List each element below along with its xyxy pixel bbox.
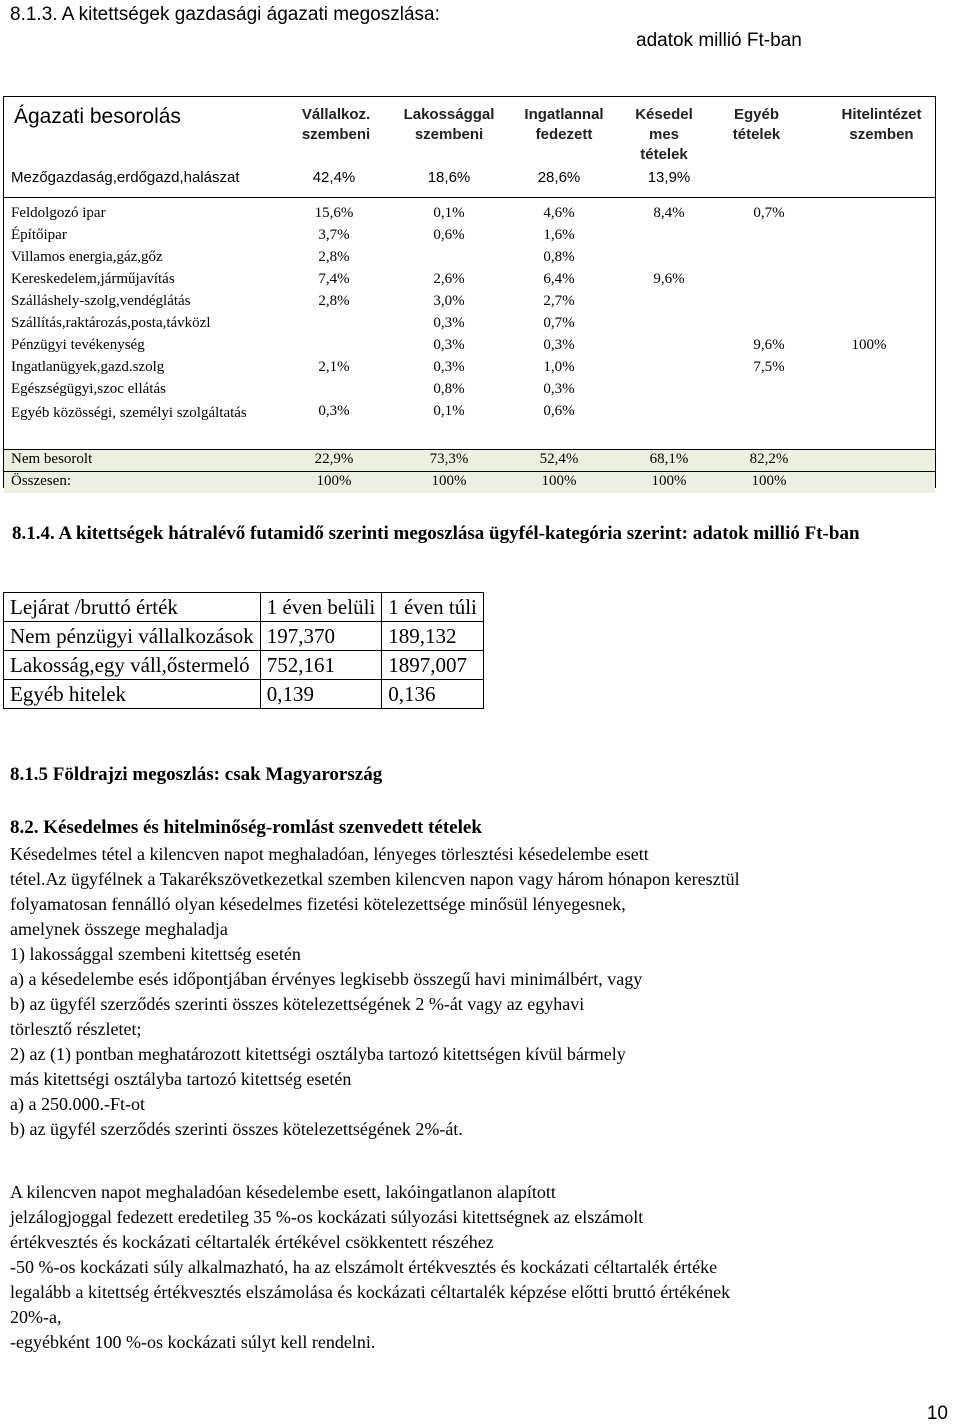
table-row (4, 471, 935, 493)
table-cell: 0,1% (433, 205, 465, 221)
table-cell: 1,0% (543, 359, 575, 375)
paragraph-line: értékvesztés és kockázati céltartalék értékével csökkentett részéhez (10, 1232, 494, 1252)
table-cell: 1,6% (543, 227, 575, 243)
divider (4, 471, 935, 472)
paragraph-line: 1) lakossággal szembeni kitettség esetén (10, 944, 301, 964)
table-cell: 1 éven belüli (260, 593, 381, 622)
paragraph-line: legalább a kitettség értékvesztés elszámolása és kockázati céltartalék képzése előtti bruttó értékének (10, 1282, 731, 1302)
row-label: Feldolgozó ipar (11, 205, 106, 221)
table-cell: 197,370 (260, 622, 381, 651)
table-row (4, 203, 935, 225)
table-row (4, 225, 935, 247)
row-label: Összesen: (11, 473, 71, 489)
table-row (4, 651, 484, 680)
table-cell: 73,3% (429, 451, 469, 467)
section-heading-8-1-3: 8.1.3. A kitettségek gazdasági ágazati megoszlása: (10, 4, 440, 25)
row-label: Építőipar (11, 227, 67, 243)
paragraph-line: 2) az (1) pontban meghatározott kitettségi osztályba tartozó kitettségen kívül bármely (10, 1044, 626, 1064)
paragraph-risk-weight (10, 1180, 730, 1355)
col-header: Hitelintézet szemben (841, 106, 922, 143)
table-row (4, 247, 935, 269)
table-cell: 52,4% (539, 451, 579, 467)
table-row (4, 593, 484, 622)
table-row (4, 449, 935, 471)
table-cell: 100% (851, 337, 887, 353)
table-cell: 9,6% (653, 271, 685, 287)
table-title: Ágazati besorolás (14, 105, 181, 128)
table-cell: 2,6% (433, 271, 465, 287)
table-cell: 22,9% (314, 451, 354, 467)
table-row: Mezőgazdaság,erdőgazd,halászat 42,4% 18,6% 28,6% 13,9% (11, 169, 691, 186)
table-cell: 3,7% (318, 227, 350, 243)
table-cell: 0,139 (260, 680, 381, 709)
row-label: Szálláshely-szolg,vendéglátás (11, 293, 191, 309)
table-cell: 0,136 (382, 680, 484, 709)
table-cell: 9,6% (753, 337, 785, 353)
table-cell: 100% (651, 473, 687, 489)
table-cell: 0,3% (543, 381, 575, 397)
table-row (4, 313, 935, 335)
table-cell: 8,4% (653, 205, 685, 221)
row-label: Szállítás,raktározás,posta,távközl (11, 315, 211, 331)
paragraph-line: folyamatosan fennálló olyan késedelmes fizetési kötelezettsége minősül lényegesnek, (10, 894, 626, 914)
row-label: Egészségügyi,szoc ellátás (11, 381, 166, 397)
table-cell: 82,2% (749, 451, 789, 467)
table-cell: 4,6% (543, 205, 575, 221)
paragraph-line: a) a 250.000.-Ft-ot (10, 1094, 145, 1114)
table-cell: 0,3% (433, 359, 465, 375)
col-header: Lakossággal szembeni (403, 106, 495, 143)
paragraph-line: -egyébként 100 %-os kockázati súlyt kell rendelni. (10, 1332, 376, 1352)
table-cell: 100% (541, 473, 577, 489)
paragraph-line: A kilencven napot meghaladóan késedelembe esett, lakóingatlanon alapított (10, 1182, 556, 1202)
section-heading-8-1-4: 8.1.4. A kitettségek hátralévő futamidő szerinti megoszlása ügyfél-kategória szerint: adatok millió Ft-ban (12, 523, 860, 544)
paragraph-line: a) a késedelembe esés időpontjában érvényes legkisebb összegű havi minimálbért, vagy (10, 969, 643, 989)
paragraph-line: más kitettségi osztályba tartozó kitettség esetén (10, 1069, 352, 1089)
table-cell: Lakosság,egy váll,őstermeló (4, 651, 261, 680)
row-label: Nem besorolt (11, 451, 93, 467)
table-cell: 2,8% (318, 293, 350, 309)
table-cell: 3,0% (433, 293, 465, 309)
paragraph-line: Késedelmes tétel a kilencven napot meghaladóan, lényeges törlesztési késedelembe esett (10, 844, 649, 864)
table-cell: 0,7% (753, 205, 785, 221)
table-row (4, 401, 935, 445)
table-cell: 2,7% (543, 293, 575, 309)
table-cell: Egyéb hitelek (4, 680, 261, 709)
table-row (4, 680, 484, 709)
paragraph-line: b) az ügyfél szerződés szerinti összes kötelezettségének 2 %-át vagy az egyhavi (10, 994, 585, 1014)
table-row (4, 335, 935, 357)
table-row (4, 379, 935, 401)
table-cell: 68,1% (649, 451, 689, 467)
col-header: Ingatlannal fedezett (524, 106, 604, 143)
units-note: adatok millió Ft-ban (636, 30, 802, 51)
maturity-table (3, 592, 484, 709)
table-cell: 6,4% (543, 271, 575, 287)
paragraph-line: amelynek összege meghaladja (10, 919, 228, 939)
paragraph-line: törlesztő részletet; (10, 1019, 142, 1039)
table-cell: 100% (431, 473, 467, 489)
table-cell: 2,8% (318, 249, 350, 265)
paragraph-line: 20%-a, (10, 1307, 62, 1327)
table-cell: 0,3% (318, 403, 350, 419)
table-cell: 0,8% (543, 249, 575, 265)
table-cell: 0,3% (433, 315, 465, 331)
table-cell: 7,4% (318, 271, 350, 287)
section-heading-8-2: 8.2. Késedelmes és hitelminőség-romlást szenvedett tételek (10, 817, 482, 838)
table-cell: 0,3% (543, 337, 575, 353)
table-row (4, 357, 935, 379)
table-cell: 100% (751, 473, 787, 489)
row-label: Kereskedelem,járműjavítás (11, 271, 175, 287)
row-label: Ingatlanügyek,gazd.szolg (11, 359, 165, 375)
table-cell: Nem pénzügyi vállalkozások (4, 622, 261, 651)
row-label: Villamos energia,gáz,gőz (11, 249, 163, 265)
paragraph-line: b) az ügyfél szerződés szerinti összes kötelezettségének 2%-át. (10, 1119, 463, 1139)
table-cell: 2,1% (318, 359, 350, 375)
paragraph-line: jelzálogjoggal fedezett eredetileg 35 %-os kockázati súlyozási kitettségnek az elszámolt (10, 1207, 644, 1227)
table-cell: 1897,007 (382, 651, 484, 680)
table-cell: 189,132 (382, 622, 484, 651)
col-header: Vállalkoz. szembeni (301, 106, 371, 143)
page-number: 10 (926, 1403, 948, 1424)
table-cell: 752,161 (260, 651, 381, 680)
paragraph-line: -50 %-os kockázati súly alkalmazható, ha az elszámolt értékvesztés és kockázati céltartalék értéke (10, 1257, 718, 1277)
col-header: Késedel mes tételek (635, 106, 693, 163)
col-header: Egyéb tételek (732, 106, 781, 143)
row-label: Egyéb közösségi, személyi szolgáltatás (11, 405, 247, 421)
paragraph-line: tétel.Az ügyfélnek a Takarékszövetkezetkal szemben kilencven napon vagy három hónapon keresztül (10, 869, 740, 889)
table-cell: 7,5% (753, 359, 785, 375)
table-cell: 0,6% (543, 403, 575, 419)
divider (4, 197, 935, 198)
table-cell: 0,3% (433, 337, 465, 353)
sector-exposure-table (3, 96, 936, 488)
section-heading-8-1-5: 8.1.5 Földrajzi megoszlás: csak Magyarország (10, 764, 383, 785)
table-cell: 0,7% (543, 315, 575, 331)
table-cell: 0,6% (433, 227, 465, 243)
paragraph-late-items (10, 842, 740, 1142)
table-row (4, 291, 935, 313)
table-row (4, 269, 935, 291)
divider (4, 449, 935, 450)
table-row (4, 622, 484, 651)
table-cell: Lejárat /bruttó érték (4, 593, 261, 622)
table-cell: 0,8% (433, 381, 465, 397)
table-cell: 15,6% (314, 205, 354, 221)
table-cell: 100% (316, 473, 352, 489)
table-cell: 0,1% (433, 403, 465, 419)
table-cell: 1 éven túli (382, 593, 484, 622)
row-label: Pénzügyi tevékenység (11, 337, 145, 353)
